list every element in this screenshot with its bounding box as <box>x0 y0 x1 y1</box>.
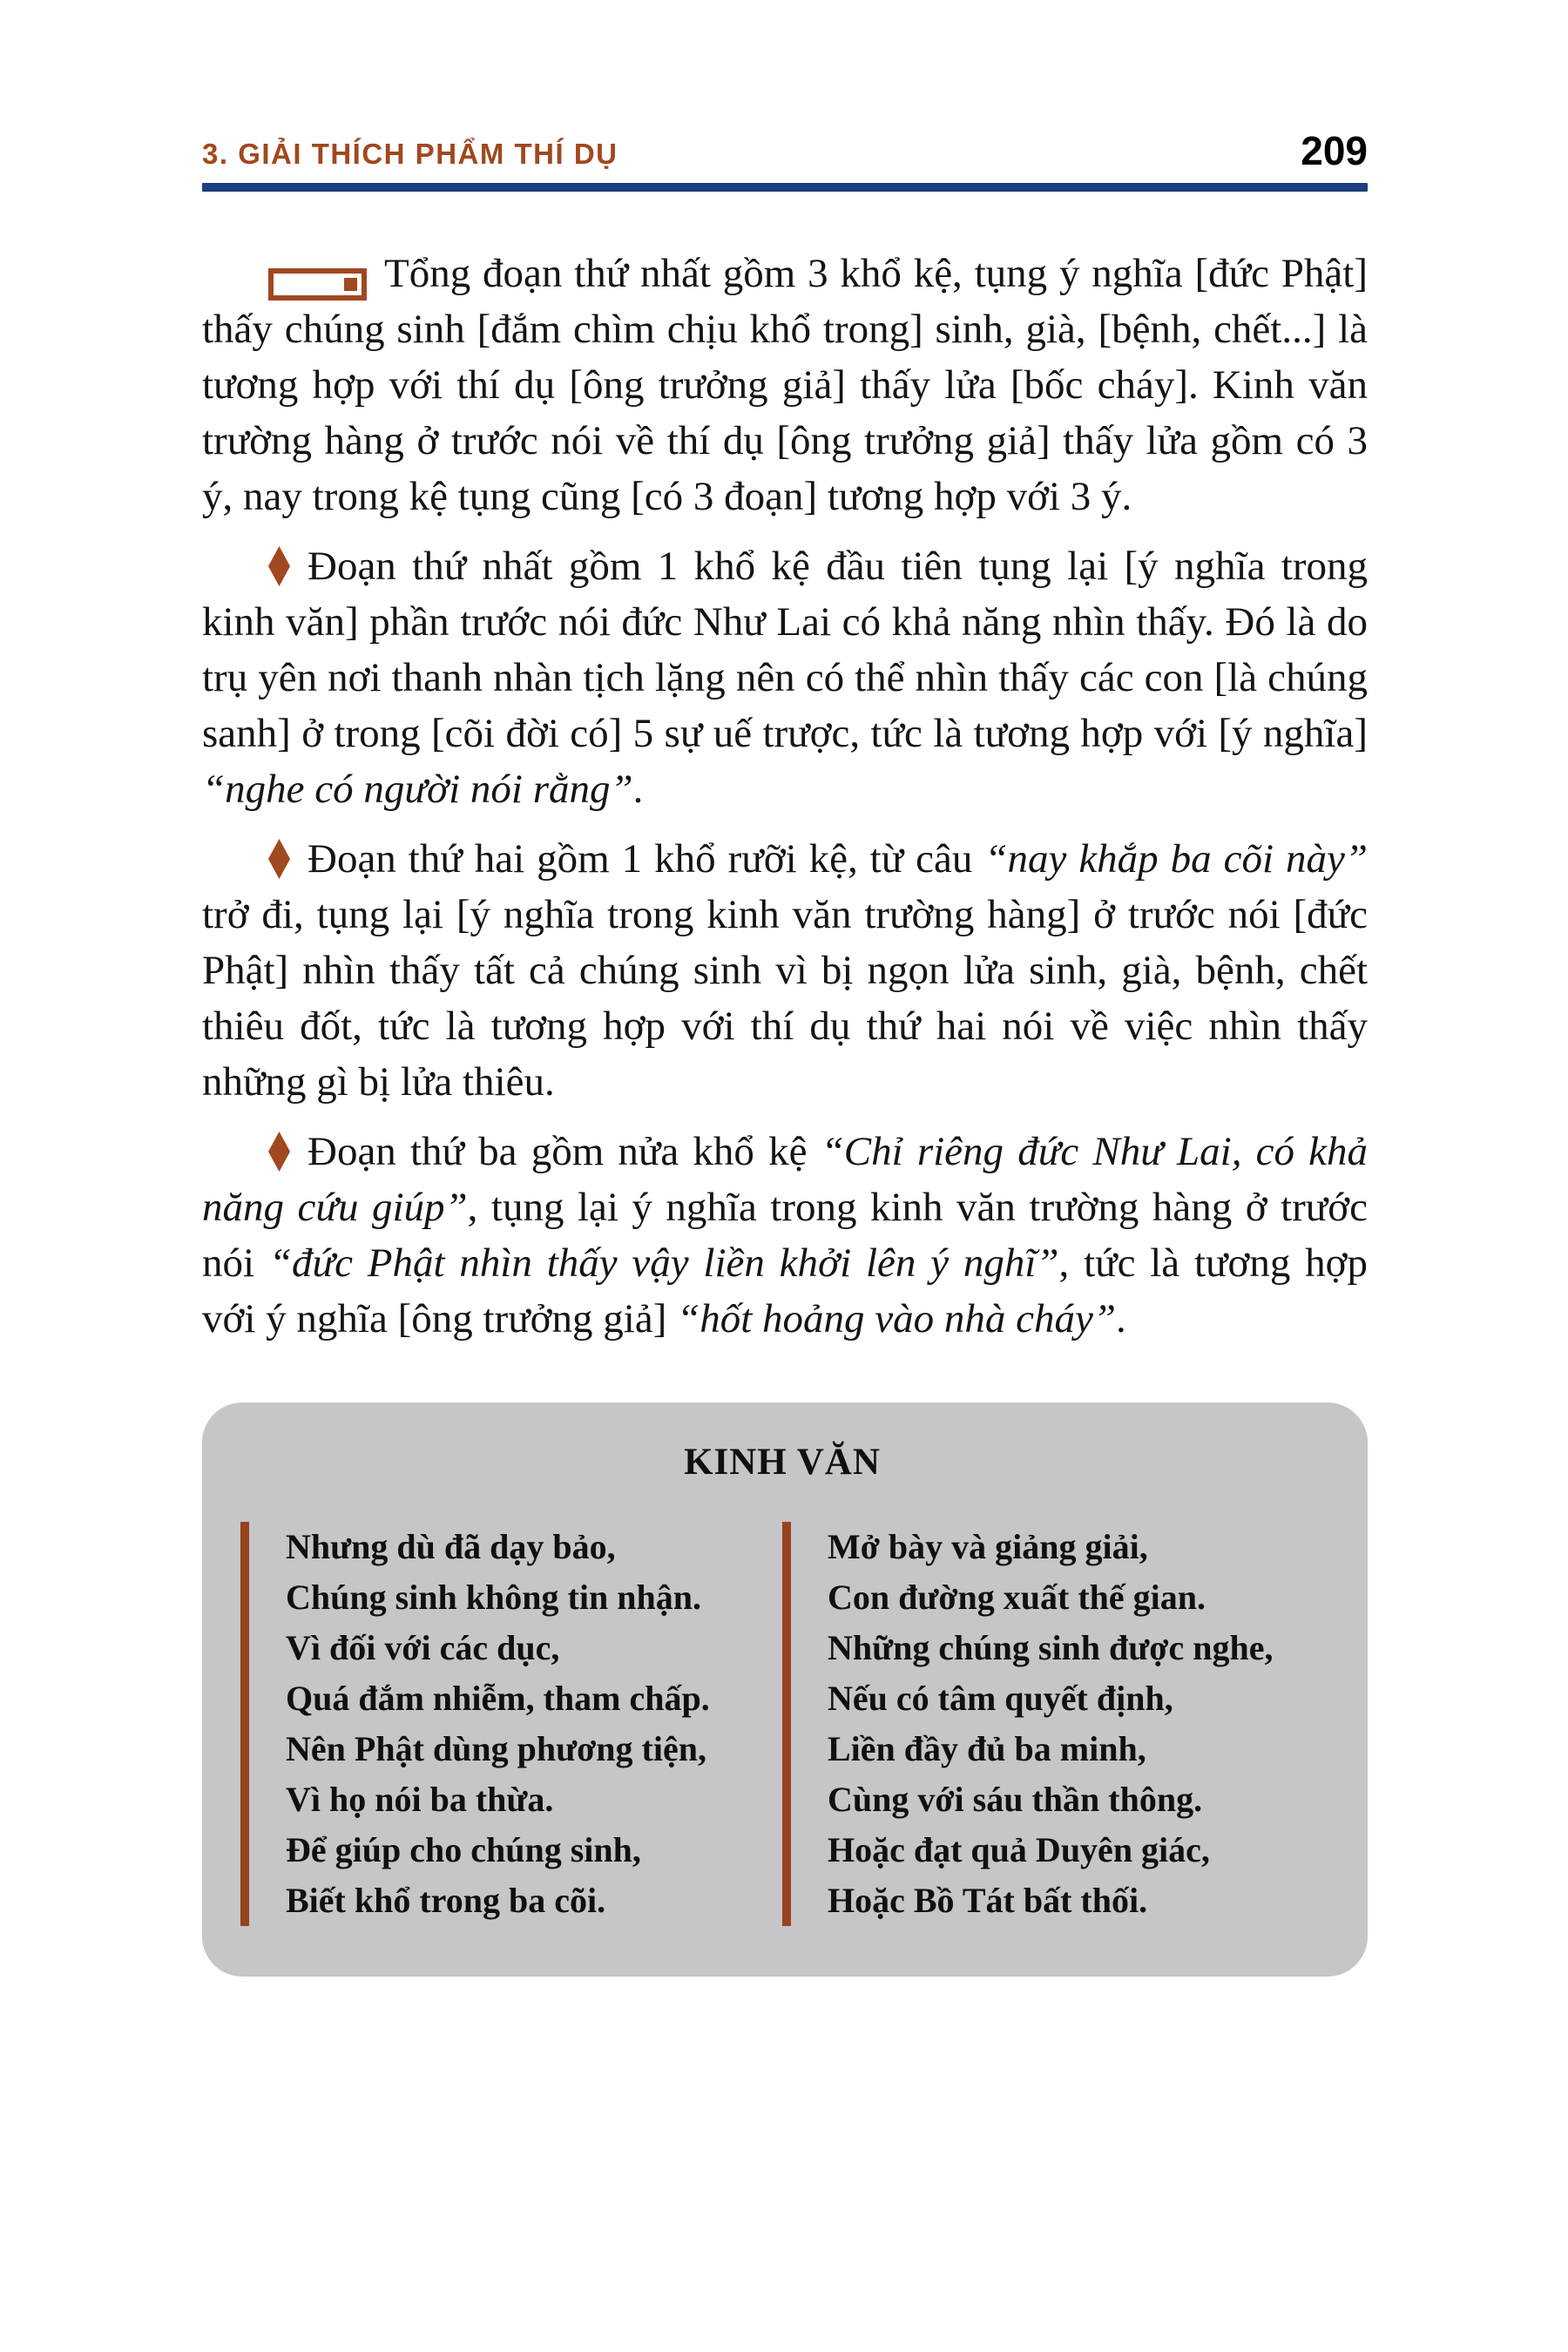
verse-line: Vì đối với các dục, <box>286 1628 560 1667</box>
diamond-bullet-icon <box>268 546 290 586</box>
verse-line: Biết khổ trong ba cõi. <box>286 1881 606 1920</box>
verse-line: Con đường xuất thế gian. <box>828 1578 1206 1617</box>
verse-line: Nhưng dù đã dạy bảo, <box>286 1527 616 1566</box>
paragraph <box>202 1124 1368 1347</box>
verse-column-2 <box>782 1522 1324 1926</box>
verse-line: Những chúng sinh được nghe, <box>828 1628 1274 1667</box>
page-header <box>202 127 1368 192</box>
verse-line: Chúng sinh không tin nhận. <box>286 1578 701 1617</box>
verse-line: Quá đắm nhiễm, tham chấp. <box>286 1679 710 1718</box>
page-number: 209 <box>1301 128 1368 173</box>
paragraph <box>202 538 1368 817</box>
paragraph-text: . <box>632 767 644 812</box>
verse-line: Nên Phật dùng phương tiện, <box>286 1729 706 1768</box>
verse-line: Mở bày và giảng giải, <box>828 1527 1148 1566</box>
verse-columns <box>240 1522 1324 1926</box>
verse-line: Liền đầy đủ ba minh, <box>828 1729 1146 1768</box>
quoted-phrase: “hốt hoảng vào nhà cháy” <box>677 1296 1117 1342</box>
verse-line: Hoặc đạt quả Duyên giác, <box>828 1830 1210 1869</box>
paragraph-text: trở đi, tụng lại [ý nghĩa trong kinh văn trường hàng] ở trước nói [đức Phật] nhìn thấy tất cả chúng sinh vì bị ngọn lửa sinh, già, bệnh, chết thiêu đốt, tức là tương hợp với thí dụ thứ hai nói về việc nhìn thấy những gì bị lửa thiêu. <box>202 892 1368 1105</box>
paragraph-text: . <box>1116 1296 1126 1342</box>
square-bullet-icon <box>268 268 367 301</box>
paragraph-text: Đoạn thứ hai gồm 1 khổ rưỡi kệ, từ câu <box>308 836 985 882</box>
quoted-phrase: “đức Phật nhìn thấy vậy liền khởi lên ý nghĩ” <box>268 1240 1059 1286</box>
paragraph-text: Đoạn thứ ba gồm nửa khổ kệ <box>308 1129 821 1174</box>
sutra-box <box>202 1402 1368 1977</box>
paragraph-text: , tụng lại ý nghĩa trong kinh văn trường hàng ở trước nói <box>202 1185 1368 1286</box>
square-bullet-inner <box>344 278 357 291</box>
quoted-phrase: “nghe có người nói rằng” <box>202 767 633 812</box>
quoted-phrase: “nay khắp ba cõi này” <box>984 836 1368 882</box>
diamond-bullet-icon <box>268 839 290 879</box>
verse-line: Vì họ nói ba thừa. <box>286 1780 554 1819</box>
running-head <box>202 127 1368 174</box>
diamond-bullet-icon <box>268 1132 290 1172</box>
verse-line: Cùng với sáu thần thông. <box>828 1780 1203 1819</box>
sutra-box-title: KINH VĂN <box>684 1442 881 1483</box>
paragraph-text: Tổng đoạn thứ nhất gồm 3 khổ kệ, tụng ý nghĩa [đức Phật] thấy chúng sinh [đắm chìm chịu khổ trong] sinh, già, [bệnh, chết...] là tương hợp với thí dụ [ông trưởng giả] thấy lửa [bốc cháy]. Kinh văn trường hàng ở trước nói về thí dụ [ông trưởng giả] thấy lửa gồm có 3 ý, nay trong kệ tụng cũng [có 3 đoạn] tương hợp với 3 ý. <box>202 251 1368 519</box>
verse-line: Nếu có tâm quyết định, <box>828 1679 1173 1718</box>
verse-line: Để giúp cho chúng sinh, <box>286 1830 641 1869</box>
section-title: 3. GIẢI THÍCH PHẨM THÍ DỤ <box>202 138 618 170</box>
paragraph-text: Đoạn thứ nhất gồm 1 khổ kệ đầu tiên tụng lại [ý nghĩa trong kinh văn] phần trước nói đức Như Lai có khả năng nhìn thấy. Đó là do trụ yên nơi thanh nhàn tịch lặng nên có thể nhìn thấy các con [là chúng sanh] ở trong [cõi đời có] 5 sự uế trược, tức là tương hợp với [ý nghĩa] <box>202 544 1368 756</box>
paragraph <box>202 831 1368 1110</box>
verse-line: Hoặc Bồ Tát bất thối. <box>828 1881 1148 1920</box>
paragraph <box>202 246 1368 524</box>
quoted-phrase: “Chỉ riêng đức Như Lai, có khả năng cứu giúp” <box>202 1129 1368 1230</box>
verse-column-1 <box>240 1522 782 1926</box>
paragraph-text: , tức là tương hợp với ý nghĩa [ông trưởng giả] <box>202 1240 1368 1342</box>
commentary-text <box>202 246 1368 1347</box>
header-rule <box>202 183 1368 192</box>
